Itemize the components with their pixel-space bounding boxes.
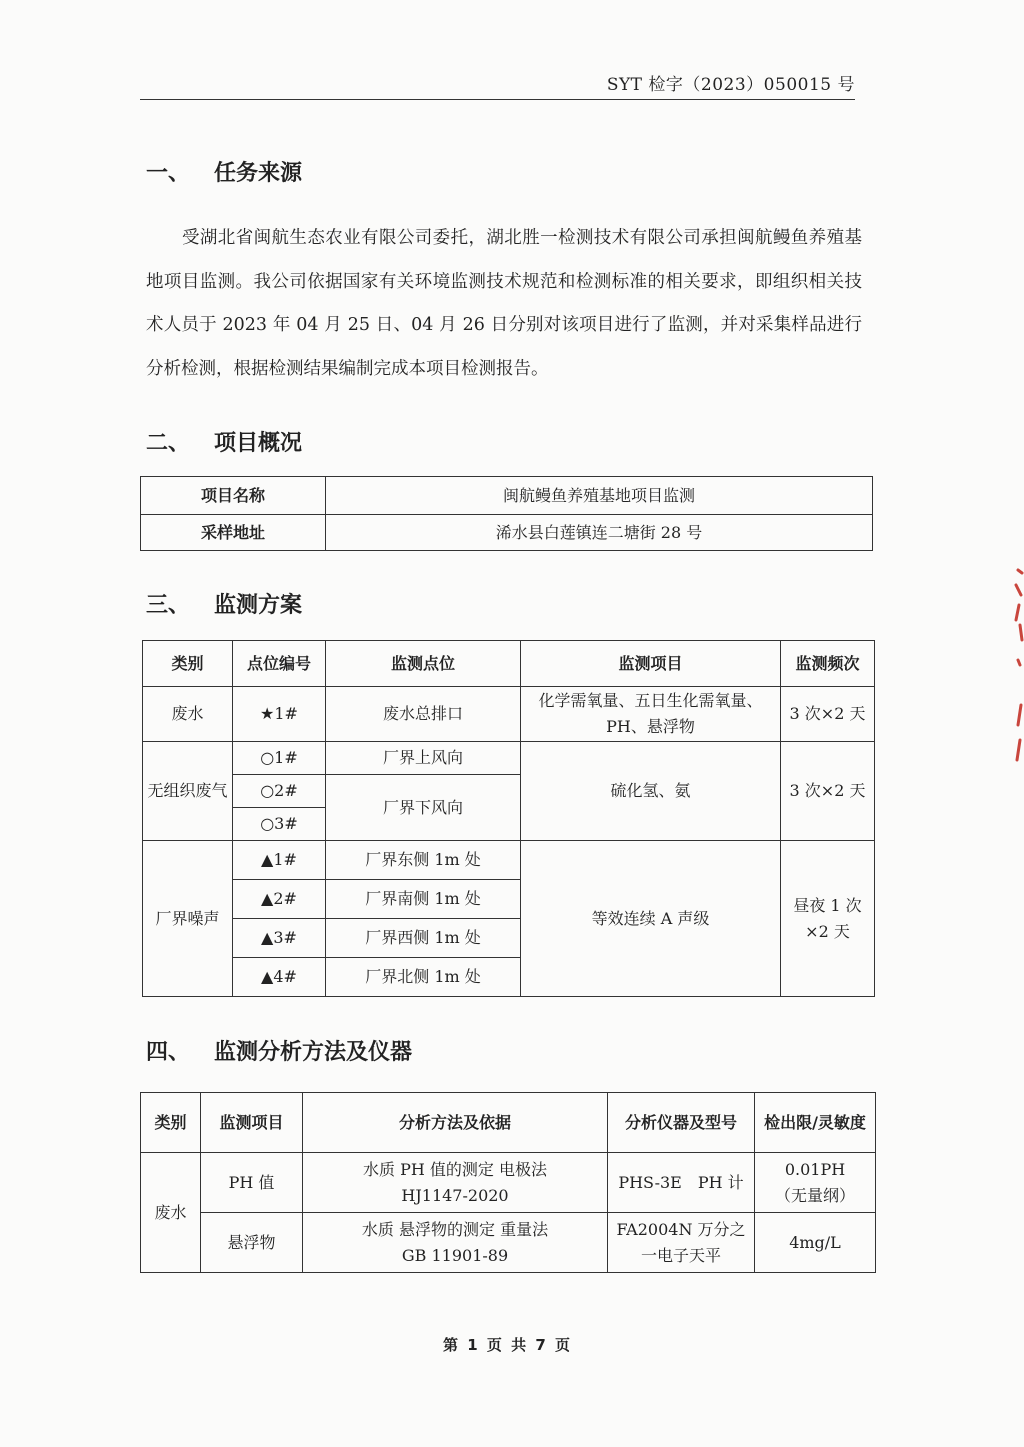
method-standard: HJ1147-2020 (401, 1185, 509, 1205)
method-cell (303, 1153, 608, 1213)
method-line: 水质 PH 值的测定 电极法 (363, 1159, 547, 1179)
table-header-row (143, 641, 875, 687)
section-4-title: 监测分析方法及仪器 (214, 1040, 413, 1065)
section-1-title: 任务来源 (214, 161, 303, 186)
category-cell: 废水 (143, 687, 233, 742)
table-row (141, 515, 873, 551)
section-1-number: 一、 (146, 161, 191, 186)
seal-stamp-edge (1006, 565, 1024, 765)
instrument-cell: FA2004N 万分之一电子天平 (608, 1213, 755, 1273)
point-no-cell: ▲2# (233, 880, 326, 919)
report-number: SYT 检字（2023）050015 号 (606, 75, 855, 95)
section-4-heading (146, 1035, 412, 1066)
header-rule (140, 99, 855, 100)
table-header-row (141, 1093, 876, 1153)
limit-cell (755, 1153, 876, 1213)
section-2-heading (146, 426, 302, 457)
table-row (143, 687, 875, 742)
table-row (141, 1153, 876, 1213)
location-cell: 厂界西侧 1m 处 (326, 919, 521, 958)
point-no-cell: ★1# (233, 687, 326, 742)
section-3-heading (146, 588, 302, 619)
method-cell (303, 1213, 608, 1273)
point-no-cell: ○2# (233, 775, 326, 808)
column-header: 类别 (143, 641, 233, 687)
table-row (141, 1213, 876, 1273)
project-overview-table (140, 476, 873, 551)
table-row (143, 841, 875, 880)
point-no-cell: ▲3# (233, 919, 326, 958)
location-cell: 废水总排口 (326, 687, 521, 742)
section-2-title: 项目概况 (214, 431, 303, 456)
limit-unit: （无量纲） (774, 1185, 855, 1205)
location-cell: 厂界下风向 (326, 775, 521, 841)
items-cell: 硫化氢、氨 (521, 742, 781, 841)
section-3-title: 监测方案 (214, 593, 303, 618)
point-no-cell: ○1# (233, 742, 326, 775)
category-cell: 无组织废气 (143, 742, 233, 841)
column-header: 点位编号 (233, 641, 326, 687)
point-no-cell: ▲1# (233, 841, 326, 880)
section-1-paragraph: 受湖北省闽航生态农业有限公司委托，湖北胜一检测技术有限公司承担闽航鳗鱼养殖基地项目监测。我公司依据国家有关环境监测技术规范和检测标准的相关要求，即组织相关技术人员于 2023 年 04 月 25 日、04 月 26 日分别对该项目进行了监测，并对采集样品进行分析检测，根据检测结果编制完成本项目检测报告。 (146, 228, 862, 379)
location-cell: 厂界东侧 1m 处 (326, 841, 521, 880)
column-header: 类别 (141, 1093, 201, 1153)
limit-value: 0.01PH (784, 1159, 846, 1179)
limit-value: 4mg/L (789, 1232, 841, 1252)
monitoring-plan-table (142, 640, 875, 997)
item-cell: PH 值 (201, 1153, 303, 1213)
frequency-cell: 昼夜 1 次×2 天 (781, 841, 875, 997)
page-footer: 第 1 页 共 7 页 (443, 1336, 572, 1354)
location-cell: 厂界南侧 1m 处 (326, 880, 521, 919)
section-4-number: 四、 (146, 1040, 191, 1065)
column-header: 检出限/灵敏度 (755, 1093, 876, 1153)
column-header: 监测频次 (781, 641, 875, 687)
column-header: 分析方法及依据 (303, 1093, 608, 1153)
overview-value: 闽航鳗鱼养殖基地项目监测 (326, 477, 873, 515)
limit-cell (755, 1213, 876, 1273)
overview-label: 项目名称 (141, 477, 326, 515)
items-cell: 等效连续 A 声级 (521, 841, 781, 997)
point-no-cell: ○3# (233, 808, 326, 841)
table-row (141, 477, 873, 515)
category-cell: 厂界噪声 (143, 841, 233, 997)
category-cell: 废水 (141, 1153, 201, 1273)
frequency-cell: 3 次×2 天 (781, 687, 875, 742)
table-row (143, 742, 875, 775)
point-no-cell: ▲4# (233, 958, 326, 997)
method-standard: GB 11901-89 (401, 1245, 509, 1265)
instrument-cell: PHS-3E PH 计 (608, 1153, 755, 1213)
analysis-method-table (140, 1092, 876, 1273)
column-header: 监测点位 (326, 641, 521, 687)
items-cell: 化学需氧量、五日生化需氧量、PH、悬浮物 (521, 687, 781, 742)
location-cell: 厂界上风向 (326, 742, 521, 775)
section-2-number: 二、 (146, 431, 191, 456)
method-line: 水质 悬浮物的测定 重量法 (361, 1219, 549, 1239)
frequency-cell: 3 次×2 天 (781, 742, 875, 841)
location-cell: 厂界北侧 1m 处 (326, 958, 521, 997)
column-header: 监测项目 (521, 641, 781, 687)
overview-label: 采样地址 (141, 515, 326, 551)
section-3-number: 三、 (146, 593, 191, 618)
overview-value: 浠水县白莲镇连二塘街 28 号 (326, 515, 873, 551)
section-1-heading (146, 156, 302, 187)
column-header: 分析仪器及型号 (608, 1093, 755, 1153)
item-cell: 悬浮物 (201, 1213, 303, 1273)
column-header: 监测项目 (201, 1093, 303, 1153)
